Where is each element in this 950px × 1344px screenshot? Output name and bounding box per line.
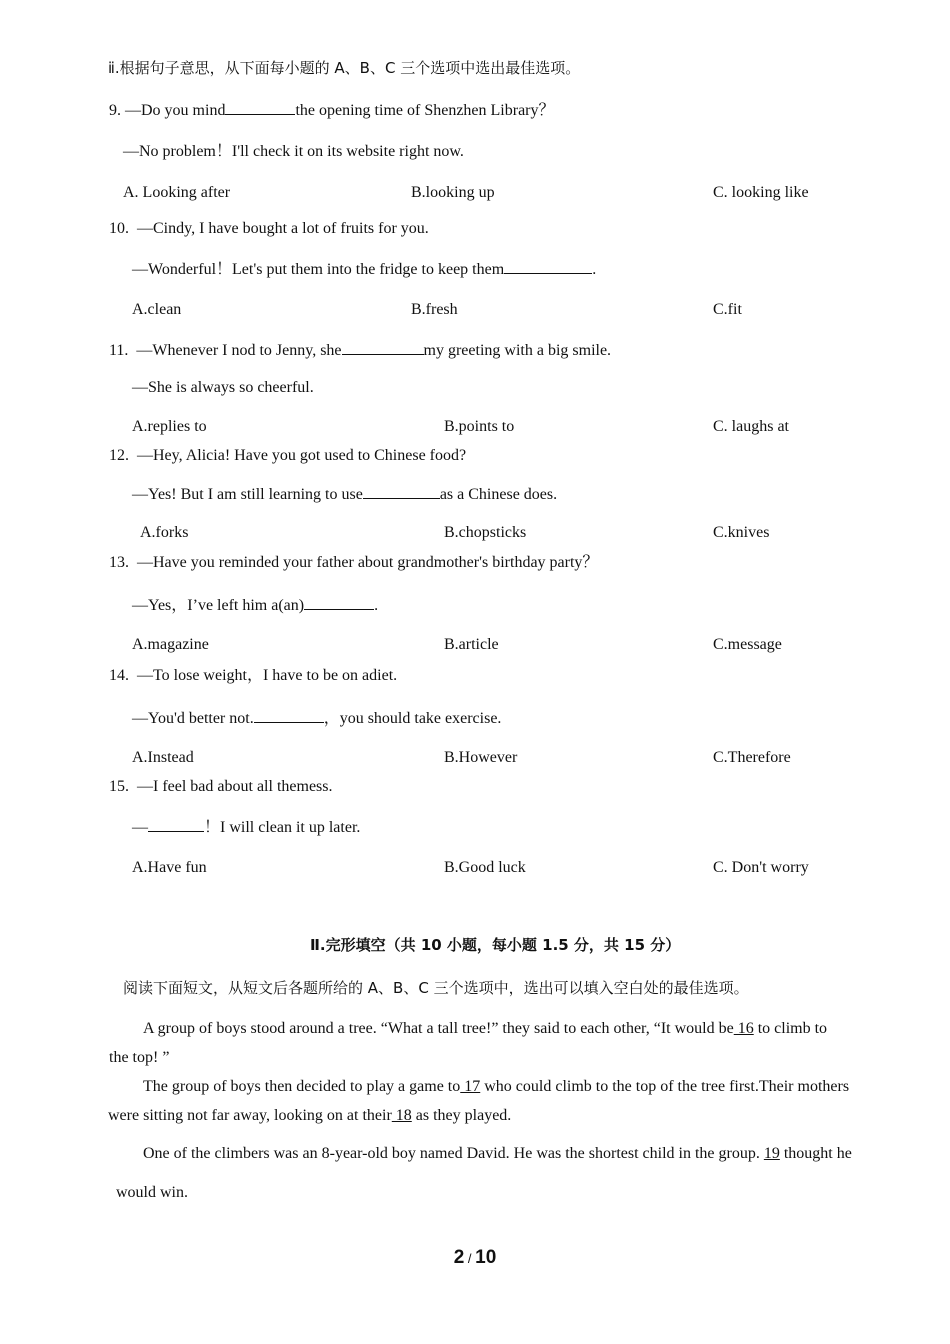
blank-17: 17 [460, 1078, 481, 1095]
question-15-prompt: 15. —I feel bad about all themess. [109, 778, 333, 795]
question-number: 9. [109, 102, 121, 119]
question-9-option-c: C. looking like [713, 184, 809, 201]
question-11-option-b: B.points to [444, 418, 515, 435]
blank-16: 16 [733, 1020, 754, 1037]
question-14-prompt: 14. —To lose weight，I have to be on adiet. [109, 667, 398, 684]
page-number: 2 / 10 [453, 1247, 497, 1268]
question-11-response: —She is always so cheerful. [132, 379, 314, 396]
passage-line: were sitting not far away, looking on at their 18 as they played. [108, 1107, 512, 1124]
question-9-option-b: B.looking up [411, 184, 495, 201]
question-15-option-c: C. Don't worry [713, 859, 809, 876]
answer-blank [304, 595, 374, 610]
passage-line: the top! ” [109, 1049, 170, 1066]
question-10-option-a: A.clean [132, 301, 182, 318]
question-12-response: —Yes! But I am still learning to use as a Chinese does. [132, 486, 558, 503]
question-10-prompt: 10. —Cindy, I have bought a lot of fruits for you. [109, 220, 429, 237]
answer-blank [148, 817, 204, 832]
section-instruction: 阅读下面短文，从短文后各题所给的 A、B、C 三个选项中，选出可以填入空白处的最佳选项。 [123, 979, 749, 997]
question-12-prompt: 12. —Hey, Alicia! Have you got used to Chinese food? [109, 447, 467, 464]
question-13-option-a: A.magazine [132, 636, 209, 653]
blank-18: 18 [391, 1107, 412, 1124]
question-11-prompt: 11. —Whenever I nod to Jenny, she my greeting with a big smile. [109, 342, 612, 359]
question-10-option-b: B.fresh [411, 301, 458, 318]
question-number: 14. [109, 667, 129, 684]
passage-line: One of the climbers was an 8-year-old boy named David. He was the shortest child in the group. 19 thought he [143, 1145, 852, 1162]
question-15-option-a: A.Have fun [132, 859, 207, 876]
question-11-option-a: A.replies to [132, 418, 207, 435]
passage-line: would win. [116, 1184, 188, 1201]
question-14-option-a: A.Instead [132, 749, 194, 766]
blank-19: 19 [763, 1145, 780, 1162]
question-11-option-c: C. laughs at [713, 418, 789, 435]
question-14-option-c: C.Therefore [713, 749, 791, 766]
question-number: 13. [109, 554, 129, 571]
question-10-response: —Wonderful！Let's put them into the fridge to keep them . [132, 261, 597, 278]
question-number: 15. [109, 778, 129, 795]
question-14-option-b: B.However [444, 749, 518, 766]
section-title: Ⅱ.完形填空（共 10 小题，每小题 1.5 分，共 15 分） [310, 936, 681, 954]
answer-blank [363, 484, 440, 499]
question-9-response: —No problem！I'll check it on its website right now. [123, 143, 464, 160]
question-number: 10. [109, 220, 129, 237]
answer-blank [254, 708, 324, 723]
answer-blank [342, 340, 424, 355]
question-13-prompt: 13. —Have you reminded your father about grandmother's birthday party？ [109, 554, 599, 571]
question-12-option-a: A.forks [140, 524, 189, 541]
question-15-option-b: B.Good luck [444, 859, 526, 876]
question-number: 11. [109, 342, 129, 359]
answer-blank [504, 259, 592, 274]
question-13-option-b: B.article [444, 636, 499, 653]
part-instruction: ⅱ.根据句子意思，从下面每小题的 A、B、C 三个选项中选出最佳选项。 [108, 59, 581, 77]
question-12-option-b: B.chopsticks [444, 524, 527, 541]
question-10-option-c: C.fit [713, 301, 742, 318]
question-9-prompt: 9. —Do you mind the opening time of Shenzhen Library？ [109, 102, 555, 119]
question-13-option-c: C.message [713, 636, 782, 653]
question-13-response: —Yes，I’ve left him a(an) . [132, 597, 379, 614]
passage-line: The group of boys then decided to play a game to 17 who could climb to the top of the tree first.Their mothers [143, 1078, 850, 1095]
question-number: 12. [109, 447, 129, 464]
question-9-option-a: A. Looking after [123, 184, 231, 201]
answer-blank [225, 100, 295, 115]
question-15-response: — ！I will clean it up later. [132, 819, 361, 836]
question-14-response: —You'd better not. ，you should take exercise. [132, 710, 502, 727]
passage-line: A group of boys stood around a tree. “What a tall tree!” they said to each other, “It would be 16 to climb to [143, 1020, 828, 1037]
question-12-option-c: C.knives [713, 524, 770, 541]
